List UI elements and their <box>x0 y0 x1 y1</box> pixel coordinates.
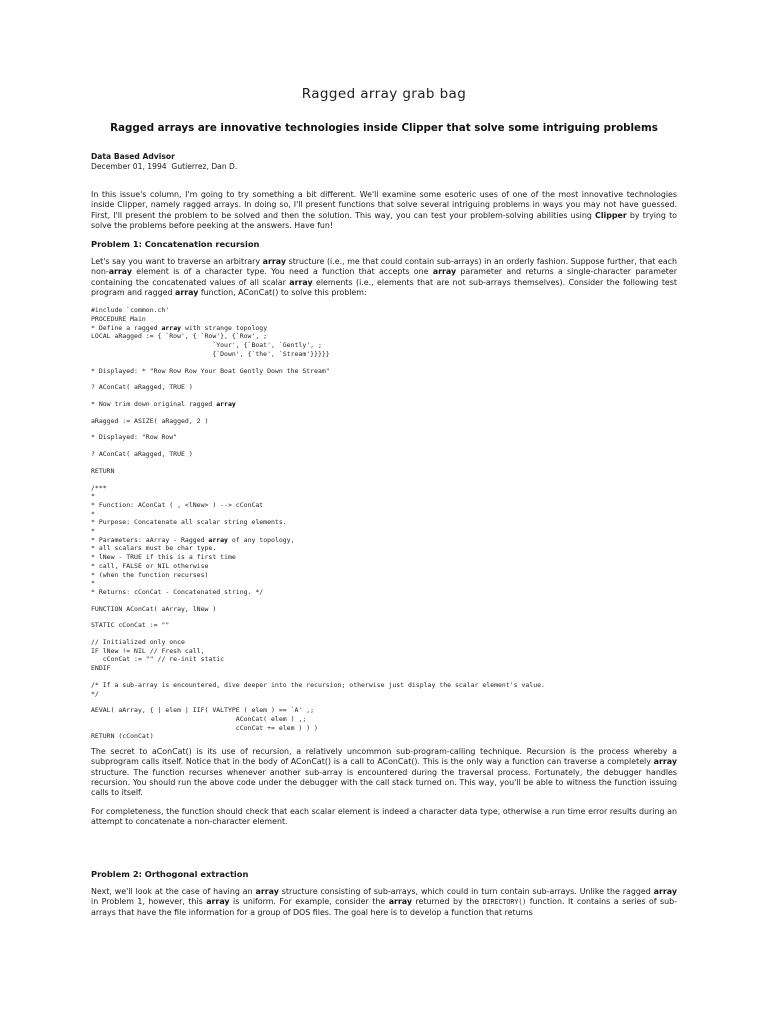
code-line: IF lNew != NIL // Fresh call, <box>91 646 205 655</box>
p1-text-d: parameter and returns a single-character parameter containing the concatenated values of all scalar <box>91 267 677 287</box>
p1-text-f: function, AConCat() to solve this problem: <box>198 288 367 298</box>
p1-text-c: element is of a character type. You need a function that accepts one <box>132 267 433 277</box>
p2-keyword: array <box>388 897 413 907</box>
p1-text-b: structure (i.e., me that could contain sub-arrays) in an orderly fashion. Suppose further, that each non- <box>91 257 677 277</box>
p1-text-e: elements (i.e., elements that are not sub-arrays themselves). Consider the following test program and ragged <box>91 277 677 298</box>
article-meta <box>91 152 677 172</box>
code-line: FUNCTION AConCat( aArray, lNew ) <box>91 604 217 613</box>
code-line: ? AConCat( aRagged, TRUE ) <box>91 450 193 459</box>
code-line: * <box>91 492 95 501</box>
source-name: Data Based Advisor <box>91 152 175 161</box>
code-line: aRagged := ASIZE( aRagged, 2 ) <box>91 416 209 425</box>
code-text: of any topology, <box>227 535 295 544</box>
code-line: /* If a sub-array is encountered, dive deeper into the recursion; otherwise just display the scalar element's value. <box>91 680 545 689</box>
article-body <box>91 86 677 926</box>
code-line: * lNew - TRUE if this is a first time <box>91 553 236 562</box>
problem2-heading: Problem 2: Orthogonal extraction <box>91 869 249 880</box>
p1-keyword: array <box>175 288 199 298</box>
p1-keyword: array <box>262 257 286 267</box>
code-line: RETURN (cConCat) <box>91 732 154 741</box>
code-text: * Now trim down original ragged <box>91 400 217 408</box>
code-line: * <box>91 527 95 536</box>
code-line: * <box>91 509 95 518</box>
code-line: /*** <box>91 483 107 492</box>
p2-keyword: array <box>255 887 279 897</box>
p2-text-b: structure consisting of sub-arrays, which could in turn contain sub-arrays. Unlike the ragged <box>278 887 654 897</box>
code-keyword: array <box>208 535 228 544</box>
p2-text-f: function. It contains a series of sub-arrays that have the file information for a group of DOS files. The goal here is to develop a function that returns <box>91 897 677 917</box>
code-line <box>91 400 677 409</box>
code-line: * call, FALSE or NIL otherwise <box>91 561 209 570</box>
after-text-b: structure. The function recurses whenever another sub-array is encountered during the traversal process. Fortunately, the debugger handles recursion. You should run the above code under the debugger with the call stack turned on. This way, you'll be able to witness the function issuing calls to itself. <box>91 767 677 798</box>
p2-keyword: array <box>206 897 230 907</box>
code-line: AEVAL( aArray, { | elem | IIF( VALTYPE ( elem ) == `A' ,; <box>91 706 315 715</box>
p2-inline-code: DIRECTORY() <box>482 898 527 907</box>
problem2-paragraph <box>91 887 677 918</box>
p2-text-d: is uniform. For example, consider the <box>229 897 389 907</box>
code-line: // Initialized only once <box>91 638 185 647</box>
code-line <box>91 324 677 333</box>
code-line: ENDIF <box>91 664 111 673</box>
code-line: #include `common.ch' <box>91 306 170 315</box>
problem1-paragraph <box>91 257 677 298</box>
problem1-heading: Problem 1: Concatenation recursion <box>91 239 260 250</box>
code-line: */ <box>91 689 99 698</box>
code-line <box>91 536 677 545</box>
intro-paragraph <box>91 190 677 231</box>
p1-keyword: array <box>108 267 133 277</box>
code-line: * Purpose: Concatenate all scalar string elements. <box>91 518 287 527</box>
code-line: * Displayed: "Row Row" <box>91 433 178 442</box>
code-line: PROCEDURE Main <box>91 315 146 324</box>
code-line: AConCat( elem ) ,; <box>91 714 307 723</box>
code-line: RETURN <box>91 466 115 475</box>
code-line: ? AConCat( aRagged, TRUE ) <box>91 383 193 392</box>
date-author: December 01, 1994 Gutierrez, Dan D. <box>91 162 238 171</box>
code-line: cConCat := "" // re-init static <box>91 655 225 664</box>
recursion-paragraph <box>91 747 677 798</box>
p1-keyword: array <box>432 267 457 277</box>
code-text: with strange topology <box>181 323 268 332</box>
code-line: STATIC cConCat := "" <box>91 621 170 630</box>
after-text-a: The secret to aConCat() is its use of recursion, a relatively uncommon sub-program-calling technique. Recursion is the process whereby a subprogram calls itself. Notice that in the body of AConCat() is a call to AConCat(). This is the only way a function can traverse a completely <box>91 747 677 767</box>
code-text: * Parameters: aArray - Ragged <box>91 535 209 544</box>
intro-keyword: Clipper <box>595 210 627 220</box>
code-line: `Your', {`Boat', `Gently', ; <box>91 341 322 350</box>
code-listing <box>91 306 677 741</box>
code-line: * Function: AConCat ( , <lNew> ) --> cConCat <box>91 500 264 509</box>
p1-keyword: array <box>289 277 313 287</box>
intro-text-1: In this issue's column, I'm going to try something a bit different. We'll examine some esoteric uses of one of the most innovative technologies inside Clipper, namely ragged arrays. In doing so, I'll present functions that solve several intriguing problems in ways you may not have guessed. First, I'll present the problem to be solved and then the solution. This way, you can test your problem-solving abilities using <box>91 190 677 220</box>
code-line: cConCat += elem ) ) ) <box>91 723 318 732</box>
completeness-paragraph: For completeness, the function should check that each scalar element is indeed a character data type, otherwise a run time error results during an attempt to concatenate a non-character element. <box>91 806 677 826</box>
after-keyword: array <box>653 757 677 767</box>
code-line: LOCAL aRagged := { `Row', { `Row'}, {`Row', ; <box>91 332 268 341</box>
code-line: * (when the function recurses) <box>91 570 209 579</box>
p2-text-c: in Problem 1, however, this <box>91 897 207 907</box>
code-line: * Displayed: * "Row Row Row Your Boat Gently Down the Stream" <box>91 366 330 375</box>
code-line: * <box>91 579 95 588</box>
intro-text-2: by trying to solve the problems before peeking at the answers. Have fun! <box>91 210 677 230</box>
p1-text-a: Let's say you want to traverse an arbitrary <box>91 257 263 267</box>
article-subtitle: Ragged arrays are innovative technologies inside Clipper that solve some intriguing problems <box>110 122 658 134</box>
code-keyword: array <box>161 323 182 332</box>
article-title: Ragged array grab bag <box>301 86 467 102</box>
p2-text-a: Next, we'll look at the case of having an <box>91 887 256 897</box>
p2-keyword: array <box>653 887 677 897</box>
code-keyword: array <box>216 400 236 408</box>
code-line: {`Down', {`the', `Stream'}}}}} <box>91 349 330 358</box>
code-text: * Define a ragged <box>91 323 162 332</box>
code-line: * all scalars must be char type. <box>91 544 217 553</box>
p2-text-e: returned by the <box>412 897 483 907</box>
code-line: * Returns: cConCat - Concatenated string. */ <box>91 587 264 596</box>
